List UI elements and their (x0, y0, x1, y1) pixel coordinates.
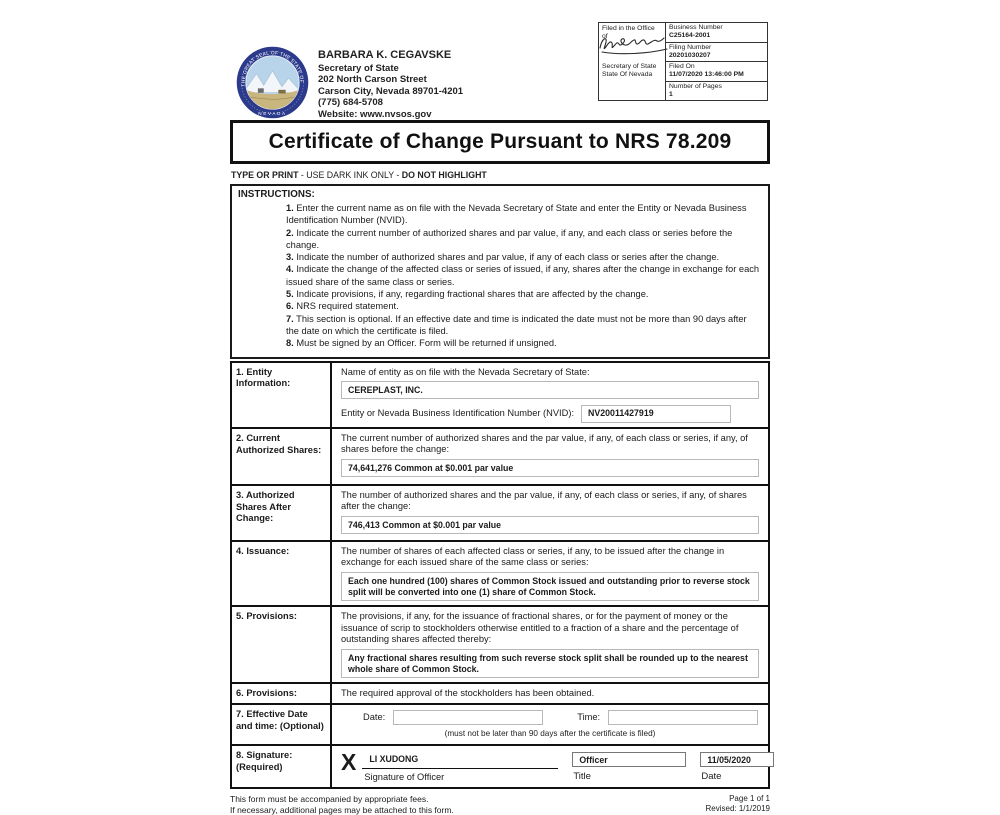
signature-caption: Signature of Officer (364, 771, 445, 782)
instructions-box (230, 184, 770, 359)
stamp-number-of-pages: Number of Pages 1 (669, 82, 722, 98)
row-effective-date-time (232, 705, 768, 746)
page-footer (230, 794, 770, 815)
official-title: Secretary of State (318, 62, 399, 74)
row-authorized-shares-after-change (232, 486, 768, 542)
row3-label: 3. Authorized Shares After Change: (232, 486, 332, 540)
row2-label: 2. Current Authorized Shares: (232, 429, 332, 484)
form-table (230, 361, 770, 790)
stamp-signer-block (602, 63, 656, 79)
entity-name-field[interactable]: CEREPLAST, INC. (341, 381, 759, 399)
provisions-prompt: The provisions, if any, for the issuance of fractional shares, or for the payment of money or the issuance of scrip to stockholders otherwise entitled to a fraction of a share and the percentage of outstanding shares affected thereby: (341, 610, 739, 645)
issuance-field[interactable]: Each one hundred (100) shares of Common Stock issued and outstanding prior to reverse stock split will be converted into one (1) share of Common Stock. (341, 572, 759, 601)
instruction-item: 7. This section is optional. If an effective date and time is indicated the date must not be more than 90 days after the date on which the certificate is filed. (286, 313, 747, 336)
row8-label: 8. Signature: (Required) (232, 746, 332, 787)
signature-x-mark: X (341, 748, 357, 775)
entity-name-prompt: Name of entity as on file with the Nevada Secretary of State: (341, 366, 590, 377)
effective-date-field[interactable] (393, 710, 543, 725)
row-signature (232, 746, 768, 787)
date-label: Date: (363, 712, 386, 723)
type-or-print-notice: TYPE OR PRINT - USE DARK INK ONLY - DO NOT HIGHLIGHT (231, 170, 487, 180)
row-current-authorized-shares (232, 429, 768, 486)
revised-date: Revised: 1/1/2019 (705, 803, 770, 813)
secretary-of-state-block (318, 50, 463, 121)
instruction-item: 2. Indicate the current number of authorized shares and par value, if any, and each class or series before the change. (286, 227, 733, 250)
row1-label: 1. Entity Information: (232, 363, 332, 427)
official-website: Website: www.nvsos.gov (318, 108, 432, 120)
row-required-statement (232, 684, 768, 706)
provisions-field[interactable]: Any fractional shares resulting from such reverse stock split shall be rounded up to the nearest whole share of Common Stock. (341, 649, 759, 678)
filing-stamp-left (599, 23, 666, 100)
effective-time-field[interactable] (608, 710, 758, 725)
row-issuance (232, 542, 768, 607)
instruction-item: 4. Indicate the change of the affected class or series of issued, if any, shares after the change in exchange for each issued share of the same class or series. (286, 264, 760, 287)
svg-text:NEVADA: NEVADA (258, 110, 287, 116)
effective-date-note: (must not be later than 90 days after the certificate is filed) (444, 729, 656, 739)
current-shares-prompt: The current number of authorized shares and the par value, if any, of each class or series, if any, of shares before the change: (341, 432, 748, 455)
nevada-state-seal-icon (236, 46, 309, 119)
officer-signature-field[interactable]: LI XUDONG (362, 752, 558, 769)
svg-text:THE GREAT SEAL OF THE STATE OF: THE GREAT SEAL OF THE STATE OF (241, 51, 304, 87)
form-title: Certificate of Change Pursuant to NRS 78.209 (268, 130, 732, 153)
official-phone: (775) 684-5708 (318, 97, 383, 109)
certificate-page (230, 20, 770, 815)
instructions-heading: INSTRUCTIONS: (238, 189, 315, 200)
row4-label: 4. Issuance: (232, 542, 332, 605)
instruction-item: 8. Must be signed by an Officer. Form will be returned if unsigned. (286, 338, 557, 349)
time-label: Time: (577, 712, 601, 723)
row7-label: 7. Effective Date and time: (Optional) (232, 705, 332, 744)
instruction-item: 5. Indicate provisions, if any, regarding fractional shares that are affected by the change. (286, 289, 649, 300)
stockholder-approval-statement: The required approval of the stockholders has been obtained. (341, 687, 595, 698)
additional-pages-note: If necessary, additional pages may be attached to this form. (230, 804, 454, 815)
date-caption: Date (701, 770, 722, 782)
page-header (230, 20, 770, 120)
official-name: BARBARA K. CEGAVSKE (318, 49, 452, 61)
stamp-signer-org: State Of Nevada (602, 71, 653, 79)
stamp-signer-title: Secretary of State (602, 63, 657, 70)
official-address2: Carson City, Nevada 89701-4201 (318, 85, 464, 97)
row6-label: 6. Provisions: (232, 684, 332, 704)
shares-after-change-prompt: The number of authorized shares and the par value, if any, of each class or series, if any, of shares after the change: (341, 489, 747, 512)
instruction-item: 1. Enter the current name as on file with the Nevada Secretary of State and enter the Entity or Nevada Business Identification Number (NVID). (286, 203, 747, 226)
stamp-business-number: Business Number C25164-2001 (666, 23, 767, 43)
filing-stamp-box (598, 22, 768, 101)
stamp-filing-number: Filing Number 20201030207 (666, 43, 767, 63)
instruction-item: 6. NRS required statement. (286, 301, 399, 312)
current-shares-field[interactable]: 74,641,276 Common at $0.001 par value (341, 459, 759, 477)
filed-in-office-text: Filed in the Office of (602, 25, 655, 41)
instruction-item: 3. Indicate the number of authorized shares and par value, if any of each class or series after the change. (286, 252, 720, 263)
page-count: Page 1 of 1 (729, 794, 770, 804)
row5-label: 5. Provisions: (232, 607, 332, 682)
stamp-filed-on: Filed On 11/07/2020 13:46:00 PM (666, 62, 767, 82)
form-title-box (230, 120, 770, 164)
row-entity-information (232, 363, 768, 429)
filing-stamp-fields (666, 23, 767, 100)
issuance-prompt: The number of shares of each affected class or series, if any, to be issued after the change in exchange for each issued share of the same class or series: (341, 545, 725, 568)
nvid-label: Entity or Nevada Business Identification Number (NVID): (341, 408, 575, 419)
shares-after-change-field[interactable]: 746,413 Common at $0.001 par value (341, 516, 759, 534)
signature-date-field[interactable]: 11/05/2020 (700, 752, 774, 767)
officer-title-field[interactable]: Officer (572, 752, 686, 767)
title-caption: Title (573, 770, 591, 782)
secretary-signature-icon (597, 32, 671, 58)
fees-note: This form must be accompanied by appropriate fees. (230, 794, 429, 805)
row-provisions (232, 607, 768, 684)
nvid-field[interactable]: NV20011427919 (581, 405, 731, 423)
official-address1: 202 North Carson Street (318, 74, 427, 86)
